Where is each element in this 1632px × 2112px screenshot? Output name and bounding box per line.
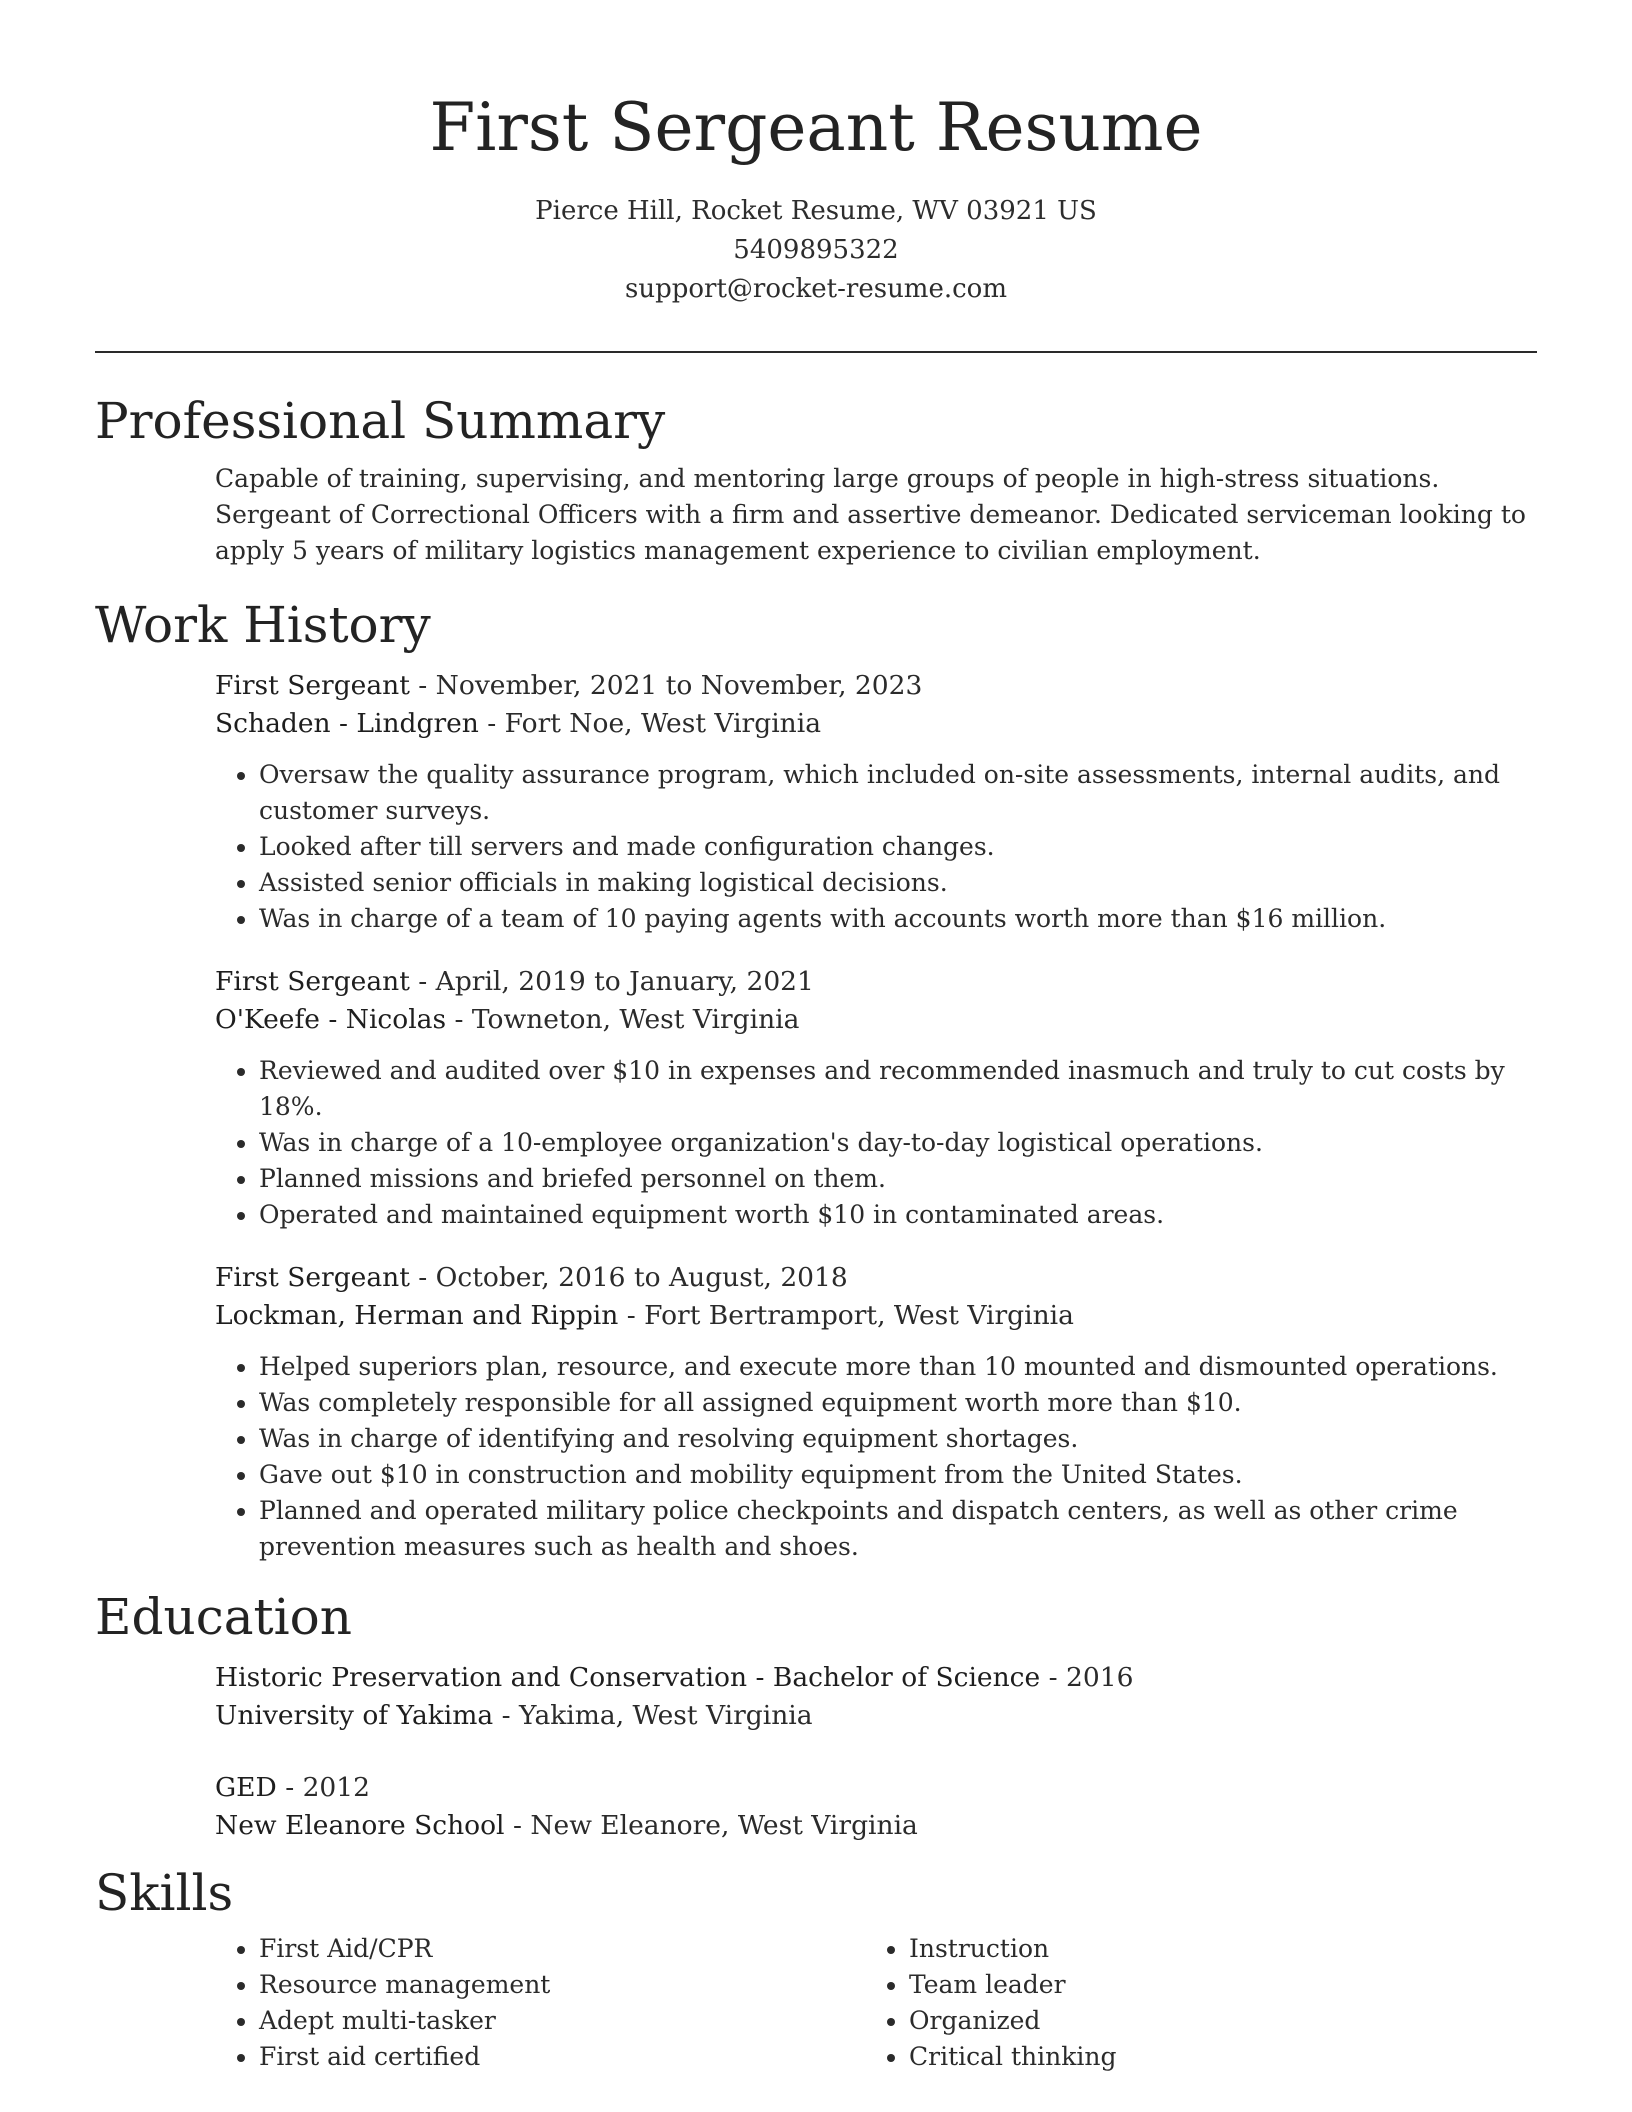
skills-grid (215, 1931, 1537, 2075)
job-company-line (215, 1297, 1537, 1335)
job-dates: - October, 2016 to August, 2018 (409, 1262, 848, 1293)
skills-column-right (865, 1931, 1515, 2075)
job-bullets (215, 757, 1537, 937)
job-dates: - November, 2021 to November, 2023 (409, 670, 923, 701)
job-title-line (215, 963, 1537, 1001)
job-company: O'Keefe - Nicolas (215, 1004, 447, 1035)
job-company: Lockman, Herman and Rippin (215, 1300, 619, 1331)
job-bullet: • Assisted senior officials in making logistical decisions. (259, 865, 1537, 901)
job-company: Schaden - Lindgren (215, 708, 479, 739)
job-company-line (215, 705, 1537, 743)
skills-list (215, 1931, 865, 2075)
summary-heading: Professional Summary (95, 392, 666, 450)
job-bullet: • Was in charge of a 10-employee organization's day-to-day logistical operations. (259, 1125, 1537, 1161)
job-bullets (215, 1053, 1537, 1233)
job-bullet: • Planned and operated military police checkpoints and dispatch centers, as well as other crime prevention measures such as health and shoes. (259, 1493, 1537, 1565)
job-location: - Towneton, West Virginia (446, 1004, 800, 1035)
skills-list (865, 1931, 1515, 2075)
skills-heading: Skills (95, 1864, 234, 1922)
education-degree: Historic Preservation and Conservation - Bachelor of Science (215, 1662, 1041, 1693)
job-location: - Fort Bertramport, West Virginia (618, 1300, 1074, 1331)
job-bullet: • Gave out $10 in construction and mobility equipment from the United States. (259, 1457, 1537, 1493)
resume-header (95, 0, 1537, 309)
education-body (215, 1659, 1537, 1845)
education-location: - Yakima, West Virginia (493, 1700, 813, 1731)
education-school-line (215, 1807, 1537, 1845)
job-title-line (215, 667, 1537, 705)
education-school: University of Yakima (215, 1700, 494, 1731)
education-school-line (215, 1697, 1537, 1735)
skill-item: • First aid certified (259, 2039, 865, 2075)
education-degree-line (215, 1769, 1537, 1807)
education-year: - 2016 (1040, 1662, 1134, 1693)
education-degree: GED (215, 1772, 277, 1803)
education-year: - 2012 (276, 1772, 371, 1803)
email: support@rocket-resume.com (624, 274, 1007, 304)
job-role: First Sergeant (215, 670, 410, 701)
phone: 5409895322 (733, 235, 899, 265)
education-heading: Education (95, 1588, 352, 1646)
job-bullets (215, 1349, 1537, 1565)
job-role: First Sergeant (215, 966, 410, 997)
work-history-heading: Work History (95, 596, 431, 654)
skill-item: • Resource management (259, 1967, 865, 2003)
job-bullet: • Was in charge of identifying and resolving equipment shortages. (259, 1421, 1537, 1457)
job-dates: - April, 2019 to January, 2021 (409, 966, 814, 997)
education-entry (215, 1769, 1537, 1845)
job-bullet: • Was in charge of a team of 10 paying agents with accounts worth more than $16 million. (259, 901, 1537, 937)
skills-column-left (215, 1931, 865, 2075)
job-bullet: • Oversaw the quality assurance program, which included on-site assessments, internal audits, and customer surveys. (259, 757, 1537, 829)
job-bullet: • Helped superiors plan, resource, and execute more than 10 mounted and dismounted operations. (259, 1349, 1537, 1385)
education-degree-line (215, 1659, 1537, 1697)
education-school: New Eleanore School (215, 1810, 505, 1841)
skill-item: • Instruction (909, 1931, 1515, 1967)
job-entry (215, 667, 1537, 937)
job-entry (215, 1259, 1537, 1565)
job-title-line (215, 1259, 1537, 1297)
summary-text: Capable of training, supervising, and mentoring large groups of people in high-stress situations. Sergeant of Correctional Officers with a firm and assertive demeanor. Dedicated serviceman looking to apply 5 years of military logistics management experience to civilian employment. (215, 464, 1526, 565)
job-entry (215, 963, 1537, 1233)
job-role: First Sergeant (215, 1262, 410, 1293)
skill-item: • Team leader (909, 1967, 1515, 2003)
job-bullet: • Planned missions and briefed personnel on them. (259, 1161, 1537, 1197)
education-location: - New Eleanore, West Virginia (504, 1810, 918, 1841)
address: Pierce Hill, Rocket Resume, WV 03921 US (535, 196, 1097, 226)
skill-item: • Organized (909, 2003, 1515, 2039)
skill-item: • First Aid/CPR (259, 1931, 865, 1967)
job-location: - Fort Noe, West Virginia (478, 708, 822, 739)
skill-item: • Adept multi-tasker (259, 2003, 865, 2039)
job-bullet: • Reviewed and audited over $10 in expenses and recommended inasmuch and truly to cut costs by 18%. (259, 1053, 1537, 1125)
job-company-line (215, 1001, 1537, 1039)
job-bullet: • Looked after till servers and made configuration changes. (259, 829, 1537, 865)
skill-item: • Critical thinking (909, 2039, 1515, 2075)
job-bullet: • Operated and maintained equipment worth $10 in contaminated areas. (259, 1197, 1537, 1233)
work-history-body (215, 667, 1537, 1565)
summary-body (215, 461, 1537, 569)
education-entry (215, 1659, 1537, 1735)
header-divider (95, 351, 1537, 353)
job-bullet: • Was completely responsible for all assigned equipment worth more than $10. (259, 1385, 1537, 1421)
resume-title: First Sergeant Resume (429, 89, 1203, 166)
skills-body (215, 1931, 1537, 2075)
